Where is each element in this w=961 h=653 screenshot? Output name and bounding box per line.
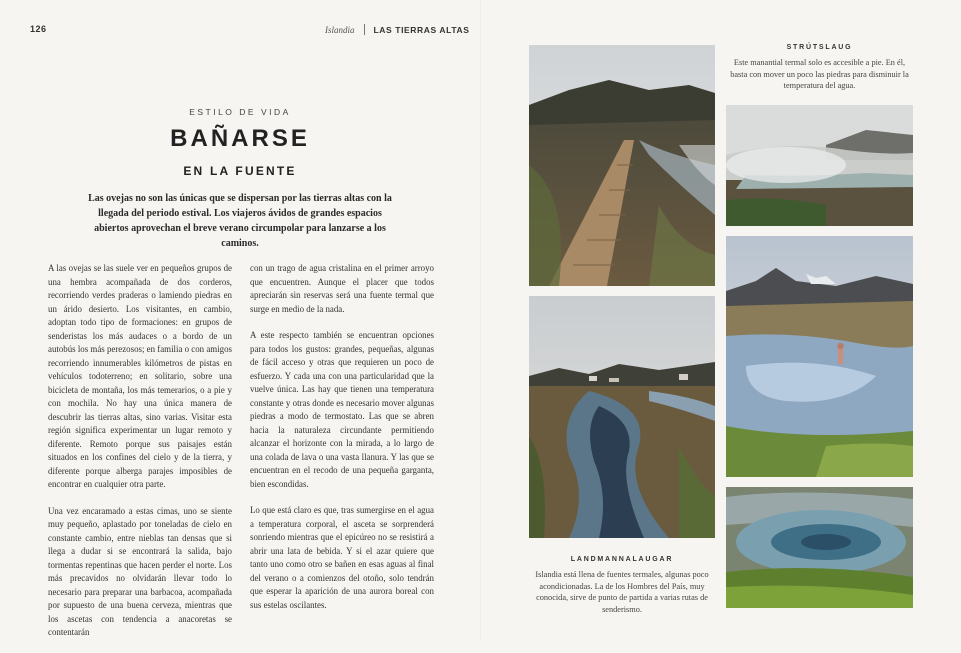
body-column-right — [250, 262, 434, 625]
article-lead: Las ovejas no son las únicas que se dispersan por las tierras altas con la llegada del periodo estival. Los viajeros ávidos de grandes espacios abiertos aprovechan el breve verano circumpolar para lanzarse a los caminos. — [88, 193, 392, 249]
photo-boardwalk — [529, 45, 715, 286]
photo-pool — [726, 487, 913, 608]
running-head-country: Islandia — [325, 25, 355, 35]
caption-title-strutslaug: STRÚTSLAUG — [786, 44, 853, 51]
page-number: 126 — [30, 24, 47, 34]
running-head — [325, 24, 470, 35]
body-column-left — [48, 262, 232, 653]
running-head-section: LAS TIERRAS ALTAS — [373, 25, 470, 35]
caption-text-landmannalaugar: Islandia está llena de fuentes termales, algunas poco acondicionadas. La de los Hombres del País, muy conocida, sirve de punto de partida a varias rutas de senderismo. — [535, 570, 709, 614]
article-title: BAÑARSE — [170, 125, 310, 152]
photo-steam — [726, 105, 913, 226]
article-kicker: ESTILO DE VIDA — [189, 107, 291, 117]
photo-bather — [726, 236, 913, 477]
body-paragraph: A las ovejas se las suele ver en pequeños grupos de una hembra acompañada de dos corderos, recorriendo verdes praderas o lamiendo piedras en un árido desierto. Los visitantes, en cambio, adoptan todo tipo de formaciones: en grupos de senderistas los más audaces o a bordo de un autobús los más perezosos; en familia o con amigos recorriendo innumerables kilómetros de pistas en vehículos todoterreno; en solitario, sobre una bicicleta de montaña, los más temerarios, o a pie y con mochila. No hay una única manera de descubrir las tierras altas, sino varias. Visitar esta región significa experimentar un lugar remoto y diferente. Remoto porque sus paisajes están situados en los confines del cielo y de la tierra, y diferente porque alberga parajes imposibles de encontrar en cualquier otra parte. — [48, 263, 232, 489]
caption-text-strutslaug: Este manantial termal solo es accesible a pie. En él, basta con mover un poco las piedras para disminuir la temperatura del agua. — [730, 58, 909, 90]
caption-title-landmannalaugar: LANDMANNALAUGAR — [570, 556, 674, 563]
body-paragraph: Lo que está claro es que, tras sumergirse en el agua a temperatura corporal, el asceta se sorprenderá sonriendo mientras que el epicúreo no se resistirá a abrir una lata de bebida. Y si el azar quiere que tanto uno como otro se bañen en esas aguas al final del verano o a comienzos del otoño, solo tendrán que esperar la aparición de una aurora boreal con sus estelas oscilantes. — [250, 505, 434, 610]
article-subtitle: EN LA FUENTE — [183, 164, 297, 178]
running-head-divider — [364, 24, 365, 35]
body-paragraph: A este respecto también se encuentran opciones para todos los gustos: grandes, pequeñas, algunas de fácil acceso y otras que requieren un poco de esfuerzo. Y cada una con una particularidad que la vuelve única. Las hay que tienen una temperatura constante y otras donde es necesario mover algunas piedras a modo de termostato. Las que se abren hacia la naturaleza circundante permitiendo alcanzar el horizonte con la mirada, a lo largo de una colada de lava o una vasta llanura. Y las que se encuentran en el recodo de una pequeña garganta, bien escondidas. — [250, 330, 434, 489]
page-fold — [480, 0, 481, 640]
photo-river — [529, 296, 715, 538]
body-paragraph: con un trago de agua cristalina en el primer arroyo que encuentren. Aunque el placer que todos apreciarán sin reservas será una fuente termal que surge en medio de la nada. — [250, 263, 434, 314]
body-paragraph: Una vez encaramado a estas cimas, uno se siente muy pequeño, aplastado por toneladas de cielo en constante cambio, entre nieblas tan densas que si llega a dudar si se encontrará la salida, bajo tormentas repentinas que hacen perder el norte. Los más precavidos no olvidarán llevar todo lo necesario para preparar una barbacoa, acompañada por supuesto de una buena cerveza, mientras que los ascetas con tendencia a anacoretas se contentarán — [48, 505, 232, 637]
